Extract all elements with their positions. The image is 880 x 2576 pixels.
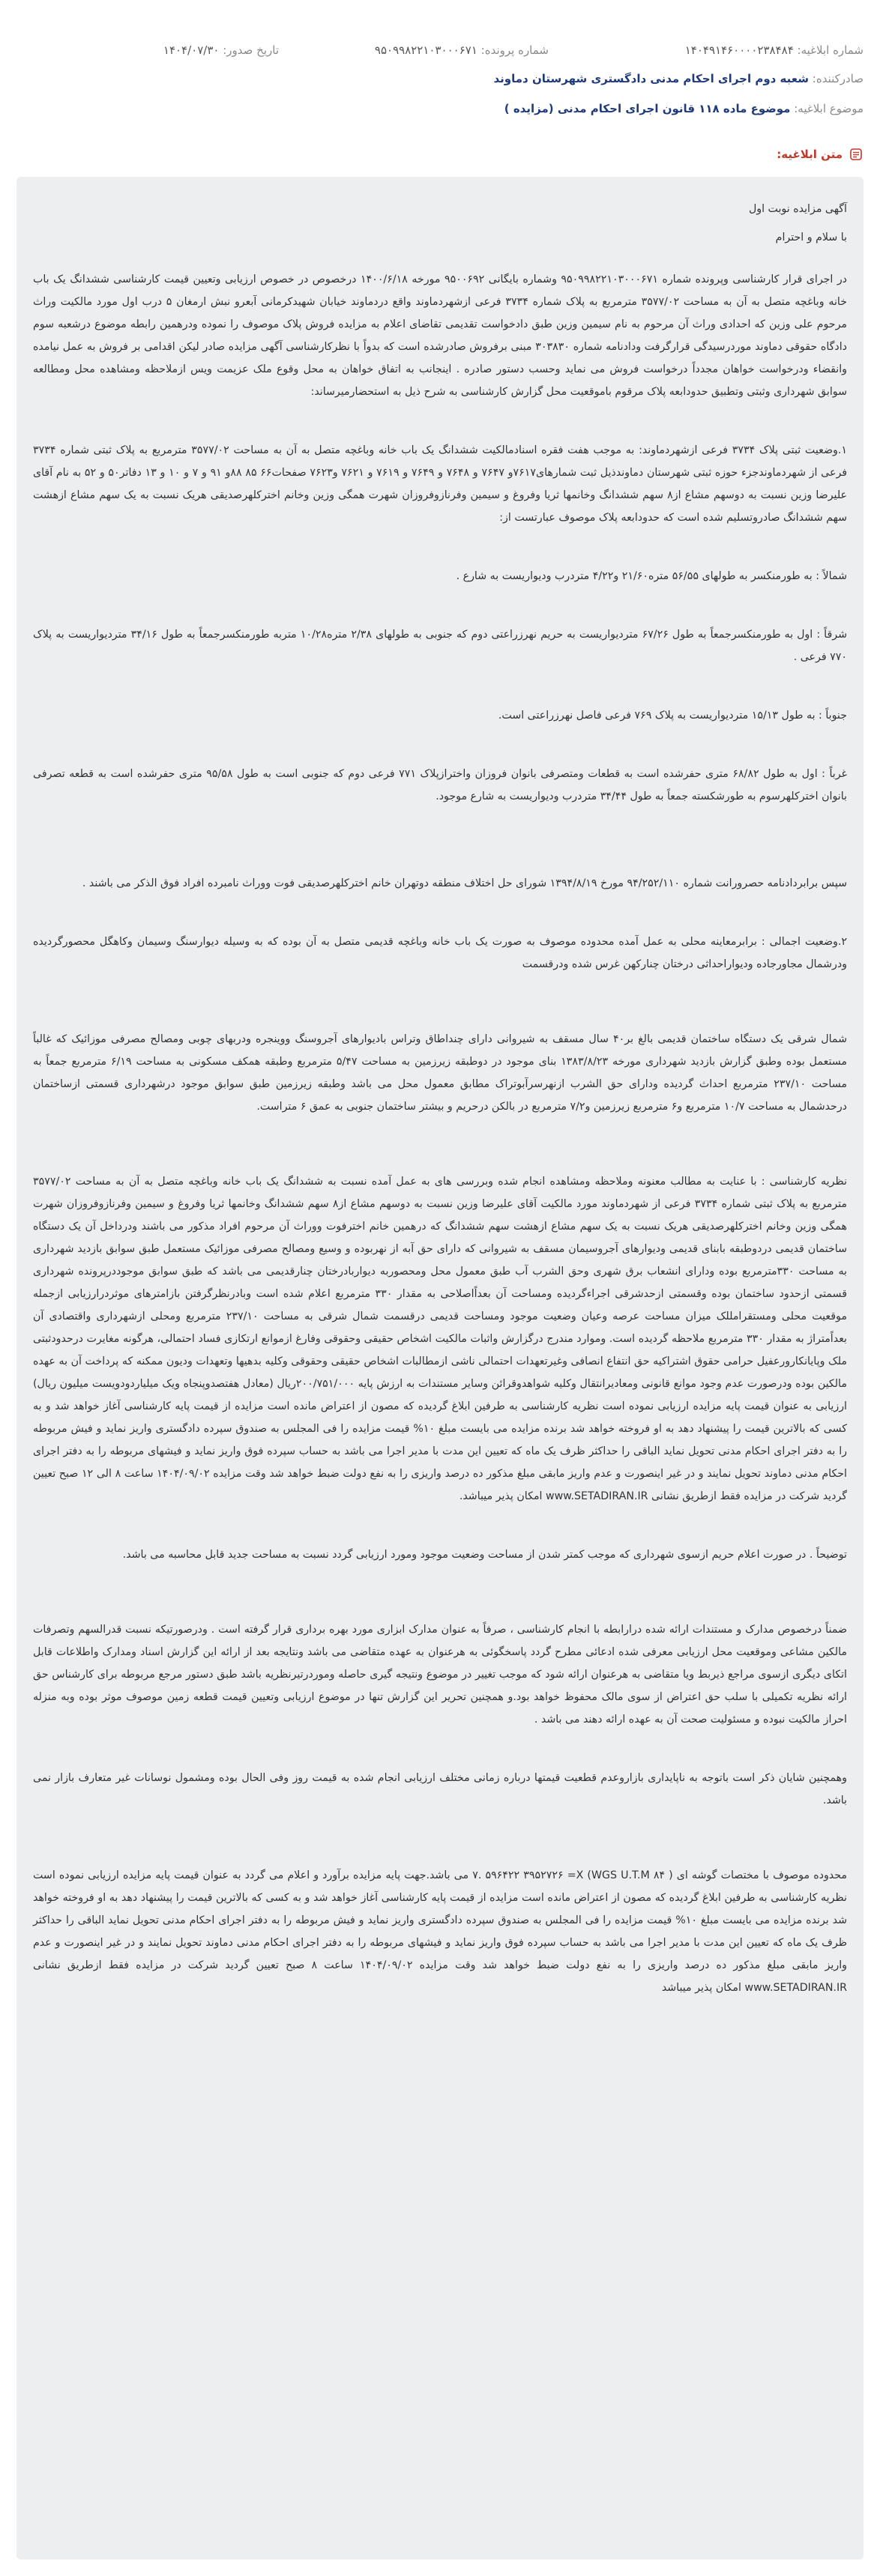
notice-body bbox=[16, 177, 864, 2560]
notice-number bbox=[685, 43, 864, 57]
notice-paragraph-explanation: توضیحاً . در صورت اعلام حریم ازسوی شهرداری که موجب کمتر شدن از مساحت وضعیت موجود ومورد ارزیابی گردد نسبت به مساحت جدید قابل محاسبه می باشد. bbox=[122, 1549, 847, 1561]
issue-date bbox=[163, 43, 279, 57]
notice-paragraph-south: جنوباً : به طول ۱۵/۱۳ متردیواریست به پلاک ۷۶۹ فرعی فاصل نهرزراعتی است. bbox=[498, 710, 847, 722]
issue-date-value: ۱۴۰۴/۰۷/۳۰ bbox=[163, 43, 220, 57]
notice-paragraph-intro: در اجرای قرار کارشناسی وپرونده شماره ۹۵۰۹۹۸۲۲۱۰۳۰۰۰۶۷۱ وشماره بایگانی ۹۵۰۰۶۹۲ مورخه ۱۴۰۰/۶/۱۸ درخصوص در خصوص ارزیابی وتعیین قیمت کارشناسی ششدانگ یک باب خانه وباغچه متصل به آن به مساحت ۳۵۷۷/۰۲ مترمربع به پلاک شماره ۳۷۳۴ فرعی ازشهردماوند واقع دردماوند خیابان شهیدکرمانی آبعرو نبش ارمغان ۵ درب اول مورد مالکیت وراث مرحوم علی وزین که احدادی وراث آن مرحوم به نام سیمین وزین طبق دادخواست تقدیمی تقاضای اعلام به مزایده فروش پلاک موصوف را نموده ودرهمین رابطه موضوع درشعبه سوم دادگاه حقوقی دماوند موردرسیدگی قرارگرفت ودادنامه شماره ۳۰۳۸۳۰ مبنی برفروش صادرشده است که بدواً با نظرکارشناسی آگهی مزایده صادر لیکن اقدامی بر فروش به عمل نیامده وانقضاء ودرخواست خواهان مجدداً درخواست فروش می نماید وحسب دستور صادره . اینجانب به اتفاق خواهان به محل وقوع ملک عزیمت ویس ازملاحظه ومشاهده محل ومطالعه سوابق شهرداری وثبتی وتطبیق حدودابعه پلاک مرقوم باموقعیت محل گزارش کارشناسی به شرح ذیل به استحضارمیرساند: bbox=[33, 273, 848, 398]
notice-paragraph-expert-opinion: نظریه کارشناسی : با عنایت به مطالب معنونه وملاحظه ومشاهده انجام شده وبررسی های به عمل آمده نسبت به ششدانگ یک باب خانه وباغچه متصل به آن به مساحت ۳۵۷۷/۰۲ مترمربع به پلاک ثبتی شماره ۳۷۳۴ فرعی از شهردماوند مورد مالکیت آقای علیرضا وزین نسبت به دوسهم مشاع از۸ سهم ششدانگ وخانمها ثریا وفروغ و سیمین وفرنازوفروزان شهرت همگی وزین وخانم اخترکلهرصدیقی هریک نسبت به یک سهم مشاع ازهشت سهم ششدانگ که درهمین خانم اخترفوت ووراث آن مرحوم افراد مذکور می باشند ودرداخل آن یک دستگاه ساختمان قدیمی دردوطبقه بابنای قدیمی ودیوارهای آجروسیمان مسقف به شیروانی که دارای حق آبه از نهربوده و وسیع ومصالح مصرفی موزائیک مستعمل طبق سوابق بازدید شهرداری به مساحت ۳۳۰مترمربع بوده ودارای انشعاب برق شهری وحق الشرب آب طبق معمول محل ومحصوربه دیواربادرختان چنارقدیمی می باشد که طبق سوابق موجوددرپرونده شهرداری قسمتی ازحدود ساختمان بوده وقسمتی ازحدشرقی اجراءگردیده ومساحت آن بعداًاصلاحی به مقدار ۳۳۰ مترمربع اعلام شده است وبادرنظرگرفتن بازامترهای موثردرارزیابی ازجمله موقعیت محلی ومستقرامللک میزان مساحت عرصه وعیان وضعیت موجود ومساحت قدیمی درقسمت شمال شرقی به مساحت ۲۳۷/۱۰ مترمربع ومحلی ازشهرداری واقتصادی آن بعداًمتراژ به مقدار ۳۳۰ مترمربع ملاحظه گردیده است. وموارد مندرج درگزارش واثبات مالکیت اشخاص حقیقی وحقوقی وفارغ ازموانع ارتکازی فساد احتمالی، هرگونه مغایرت درحدودثبتی ملک وپایانکارورعفیل حرامی حقوق اشتراکیه حق انتفاع انصافی وغیرتعهدات احتمالی ناشی ازمطالبات اشخاص حقیقی وحقوقی وکلیه بدهیها وتعهدات ودیون ممکنه که پرداخت آن به عهده مالکین بوده ودرصورت عدم وجود موانع قانونی ومعادیرانتقال وکلیه شواهدوقرائن وسایر مستندات به ارزش پایه ۲۰۰/۷۵۱/۰۰۰ریال (معادل هفتصدوپنجاه ویک میلیاردودویست میلیون ریال) ارزیابی به عنوان قیمت پایه مزایده ارزیابی نموده است نظریه کارشناسی به طرفین ابلاغ گردیده که مصون از اعتراض مانده است مزایده از قیمت پایه کارشناسی آغاز خواهد شد و به کسی که بالاترین قیمت را پیشنهاد دهد به او فروخته خواهد شد برنده مزایده می بایست مبلغ ۱۰% قیمت مزایده را فی المجلس به صندوق سپرده دادگستری واریز نماید و فیش مربوطه را به دفتر اجرای احکام مدنی تحویل نماید الباقی را حداکثر ظرف یک ماه که تعیین این مدت با مدیر اجرا می باشد به حساب سپرده فوق واریز نماید و فیشهای مربوطه را به دفتر اجرای احکام مدنی دماوند تحویل نمایند و در غیر اینصورت و عدم واریز مابقی مبلغ مذکور ده درصد واریزی را به نفع دولت ضبط خواهد شد وقت مزایده ۱۴۰۴/۰۹/۰۲ ساعت ۸ الی ۱۲ صبح تعیین گردید شرکت در مزایده فقط ازطریق نشانی www.SETADIRAN.IR امکان پذیر میباشد. bbox=[33, 1176, 848, 1502]
notice-text-title: متن ابلاغیه: bbox=[777, 148, 843, 161]
meta-row-subject bbox=[16, 102, 864, 115]
notice-paragraph-coordinates: محدوده موصوف با مختصات گوشه ای ( ۸۴ WGS U.T.M) ۷. ۵۹۶۴۲۲ ۳۹۵۲۷۲۶ =X می باشد.جهت پایه مزایده برآورد و اعلام می گردد به عنوان قیمت پایه مزایده ارزیابی نموده است نظریه کارشناسی به طرفین ابلاغ گردیده که مصون از اعتراض مانده است مزایده از قیمت پایه کارشناسی آغاز خواهد شد و به کسی که بالاترین قیمت را پیشنهاد دهد به او فروخته خواهد شد برنده مزایده می بایست مبلغ ۱۰% قیمت مزایده را فی المجلس به صندوق سپرده دادگستری واریز نماید و فیش مربوطه را به دفتر اجرای احکام مدنی تحویل نماید الباقی را حداکثر ظرف یک ماه که تعیین این مدت با مدیر اجرا می باشد به حساب سپرده فوق واریز نماید و فیشهای مربوطه را به دفتر اجرای احکام مدنی دماوند تحویل نمایند و در غیر اینصورت و عدم واریز مابقی مبلغ مذکور ده درصد واریزی را به نفع دولت ضبط خواهد شد وقت مزایده ۱۴۰۴/۰۹/۰۲ ساعت ۸ صبح تعیین گردید شرکت در مزایده فقط ازطریق نشانی www.SETADIRAN.IR امکان پذیر میباشد bbox=[33, 1869, 848, 1994]
notice-heading: آگهی مزایده نوبت اول bbox=[748, 203, 847, 215]
archive-number-label: شماره پرونده: bbox=[480, 43, 549, 57]
notice-paragraph-west: غرباً : اول به طول ۶۸/۸۲ متری حفرشده است به قطعات ومتصرفی بانوان فروزان واخترازپلاک ۷۷۱ فرعی دوم که جنوبی است به طول ۹۵/۵۸ متری حفرشده است به قطعه تصرفی بانوان اخترکلهرسوم به طورشکسته جمعاً به طول ۳۴/۴۴ متردرب ودیواریست به شارع موجود. bbox=[33, 768, 847, 802]
notice-text-heading bbox=[777, 147, 864, 162]
issuer-label: صادرکننده: bbox=[812, 72, 864, 85]
notice-greeting: با سلام و احترام bbox=[775, 232, 847, 244]
issue-date-label: تاریخ صدور: bbox=[223, 43, 279, 57]
issuer-value: شعبه دوم اجرای احکام مدنی دادگستری شهرستان دماوند bbox=[493, 72, 809, 85]
notice-paragraph-east: شرقاً : اول به طورمنکسرجمعاً به طول ۶۷/۲۶ متردیواریست به حریم نهرزراعتی دوم که جنوبی به طولهای ۲/۳۸ متره۱۰/۲۸ متربه طورمنکسرجمعاً به طول ۳۴/۱۶ متردیواریست به پلاک ۷۷۰ فرعی . bbox=[33, 629, 848, 663]
notice-paragraph-market: وهمچنین شایان ذکر است باتوجه به ناپایداری بازاروعدم قطعیت قیمتها درباره زمانی مختلف ارزیابی انجام شده به قیمت روز وفی الحال بوده ومشمول نوسانات غیر متعارف بازار نمی باشد. bbox=[33, 1772, 847, 1806]
meta-row-issuer bbox=[16, 72, 864, 85]
notice-number-value: ۱۴۰۴۹۱۴۶۰۰۰۰۲۳۸۴۸۴ bbox=[684, 43, 794, 57]
notice-paragraph-north: شمالاً : به طورمنکسر به طولهای ۵۶/۵۵ متره۲۱/۶۰ و۴/۲۲ متردرب ودیواریست به شارع . bbox=[456, 570, 847, 582]
subject-label: موضوع ابلاغیه: bbox=[794, 102, 864, 115]
notice-paragraph-building: شمال شرقی یک دستگاه ساختمان قدیمی بالغ بر۴۰ سال مسقف به شیروانی دارای چنداطاق وتراس بادیوارهای آجروسنگ ووینجره ودربهای چوبی ومصالح مصرفی موزائیک که غالباً مستعمل بوده وطبق گزارش بازدید شهرداری مورخه ۱۳۸۳/۸/۲۳ بنای موجود در دوطبقه زیرزمین به مساحت ۵/۴۷ مترمربع وطبقه همکف مسکونی به مساحت ۶/۱۹ مترمربع جمعاً به مساحت ۲۳۷/۱۰ مترمربع احداث گردیده ودارای حق الشرب ازنهرسرآبوتراک مطابق معمول محل می باشد وطبقه زیرزمین طبق سوابق موجود درشهرداری قسمتی ازساختمان درحدشمال به مساحت ۱۰/۷ مترمربع و۶ مترمربع زیرزمین و۷/۲ مترمربع در بالکن درحریم و بیشتر ساختمان جنوبی به عمق ۶ متراست. bbox=[33, 1033, 848, 1113]
notice-text-icon bbox=[849, 147, 864, 162]
archive-number-value: ۹۵۰۹۹۸۲۲۱۰۳۰۰۰۶۷۱ bbox=[374, 43, 477, 57]
notice-paragraph-documents: ضمناً درخصوص مدارک و مستندات ارائه شده درارابطه با انجام کارشناسی ، صرفاً به عنوان مدارک ابزاری مورد بهره برداری قرار گرفته است . ودرصورتیکه نسبت قدرالسهم وتصرفات مالکین مشاعی وموقعیت محل ارزیابی معرفی شده ادعائی مطرح گردد پاسخگوئی به هرعنوان به عهده متقاضی می باشد ونتایجه بعد از ارائه این گزارش اسناد ومدارک واطلاعات قابل اتکای دیگری ازسوی مراجع ذیربط ویا متقاضی به هرعنوان ارائه شود که موجب تغییر در موضوع ونتیجه گیری حاصله وموردرتیرنظریه باشد طبق دستور مرجع مربوطه برای کارشناس حق ارائه نظریه تکمیلی با سلب حق اعتراض از سوی مالک محفوظ خواهد بود.و همچنین تحریر این گزارش تنها در موضوع ارزیابی وتعیین قیمت قطعه زمین موصوف موثر بوده وبه منزله احراز مالکیت نبوده و مسئولیت صحت آن به عهده ارائه دهند می باشد . bbox=[33, 1624, 847, 1726]
notice-paragraph-overview: ۲.وضعیت اجمالی : برابرمعاینه محلی به عمل آمده محدوده موصوف به صورت یک باب خانه وباغچه قدیمی متصل به آن بوده که به وسیله دیوارسنگ وسیمان وکاهگل محصورگردیده ودرشمال مجاورجاده ودیواراحداثی درختان چنارکهن غرس شده ودرقسمت bbox=[33, 936, 847, 970]
notice-number-label: شماره ابلاغیه: bbox=[797, 43, 864, 57]
notice-paragraph-registration: ۱.وضعیت ثبتی پلاک ۳۷۳۴ فرعی ازشهردماوند: به موجب هفت فقره اسنادمالکیت ششدانگ یک باب خانه وباغچه متصل به آن به مساحت ۳۵۷۷/۰۲ مترمربع به پلاک ثبتی شماره ۳۷۳۴ فرعی از شهردماوندجزء حوزه ثبتی شهرستان دماوندذیل ثبت شمارهای۷۶۱۷و ۷۶۴۷ و ۷۶۴۸ و ۷۶۴۹ و ۷۶۱۹ و ۷۶۲۱ و۷۶۲۳ صفحات۶۶ ۸۵ ۸۸و ۹۱ و ۷ و ۱۰ و ۱۳ دفاتر۵۰ و ۵۲ به نام آقای علیرضا وزین نسبت به دوسهم مشاع از۸ سهم ششدانگ وخانمها ثریا وفروغ و سیمین وفرنازوفروزان شهرت همگی وزین وخانم اخترکلهرصدیقی هریک نسبت به یک سهم مشاع ازهشت سهم ششدانگ صادروتسلیم شده است که حدودابعه پلاک موصوف عبارتست از: bbox=[33, 444, 848, 524]
archive-number bbox=[375, 43, 549, 57]
subject-value: موضوع ماده ۱۱۸ قانون اجرای احکام مدنی (مزایده ) bbox=[504, 102, 791, 115]
notice-paragraph-heirs: سپس برابردادنامه حصرورانت شماره ۹۴/۲۵۲/۱۱۰ مورخ ۱۳۹۴/۸/۱۹ شورای حل اختلاف منطقه دوتهران خانم اخترکلهرصدیقی فوت ووراث نامبرده افراد فوق الذکر می باشند . bbox=[82, 877, 847, 889]
